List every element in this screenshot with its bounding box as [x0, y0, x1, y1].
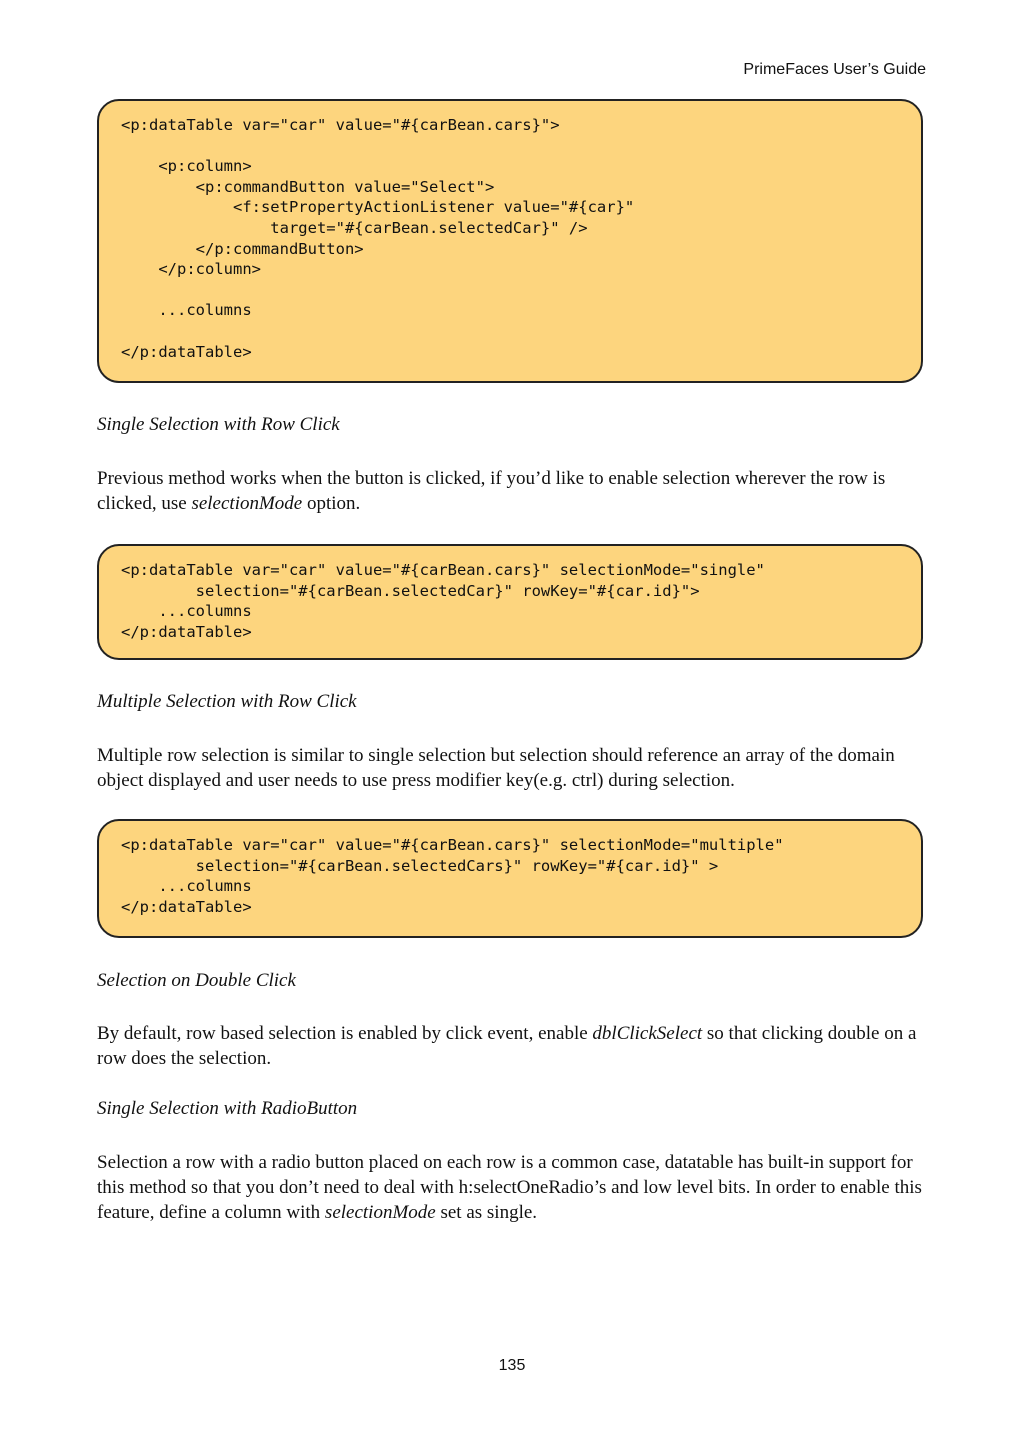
code-block-multiple-selection [97, 819, 923, 938]
code-block-single-selection [97, 544, 923, 660]
running-header: PrimeFaces User’s Guide [743, 61, 926, 78]
code-text: <p:dataTable var="car" value="#{carBean.cars}" selectionMode="single" selection="#{carBean.selectedCar}" rowKey="#{car.id}"> ...columns </p:dataTable> [121, 561, 765, 641]
code-block-commandbutton-selection [97, 99, 923, 383]
paragraph-multiple-row-click: Multiple row selection is similar to single selection but selection should reference an array of the domain object displayed and user needs to use press modifier key(e.g. ctrl) during selection. [97, 745, 895, 791]
section-heading-radiobutton: Single Selection with RadioButton [97, 1098, 358, 1119]
paragraph-double-click: By default, row based selection is enabled by click event, enable dblClickSelect so that clicking double on a row does the selection. [97, 1023, 917, 1069]
emphasis-term: selectionMode [191, 493, 303, 514]
section-heading-multiple-row-click: Multiple Selection with Row Click [97, 691, 357, 712]
emphasis-term: dblClickSelect [592, 1023, 703, 1044]
code-text: <p:dataTable var="car" value="#{carBean.cars}"> <p:column> <p:commandButton value="Select"> <f:setPropertyActionListener value="#{car}" target="#{carBean.selectedCar}" /> </p:commandButton> </p:column> ...columns </p:dataTable> [121, 116, 635, 361]
section-heading-double-click: Selection on Double Click [97, 970, 296, 991]
paragraph-radiobutton: Selection a row with a radio button placed on each row is a common case, datatable has built-in support for this method so that you don’t need to deal with h:selectOneRadio’s and low level bits. In order to enable this feature, define a column with selectionMode set as single. [97, 1152, 922, 1223]
code-text: <p:dataTable var="car" value="#{carBean.cars}" selectionMode="multiple" selection="#{carBean.selectedCars}" rowKey="#{car.id}" > ...columns </p:dataTable> [121, 836, 784, 916]
emphasis-term: selectionMode [324, 1202, 436, 1223]
paragraph-single-row-click: Previous method works when the button is clicked, if you’d like to enable selection wherever the row is clicked, use selectionMode option. [97, 468, 886, 514]
section-heading-single-row-click: Single Selection with Row Click [97, 414, 340, 435]
page-number: 135 [498, 1357, 526, 1374]
